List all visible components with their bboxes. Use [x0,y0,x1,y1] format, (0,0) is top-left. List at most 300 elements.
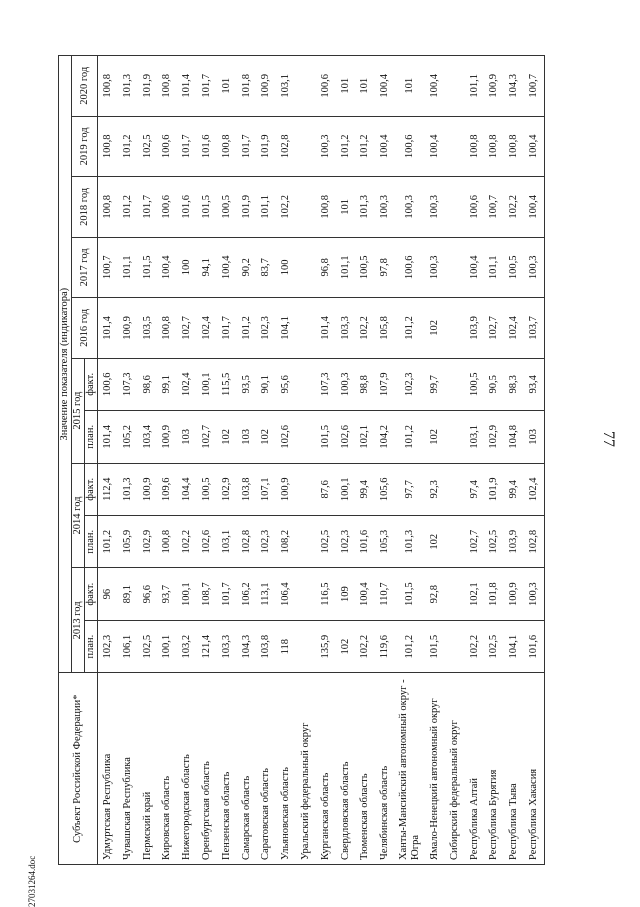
region-name: Ульяновская область [276,673,296,865]
year-header-2016: 2016 год [72,298,98,359]
value-cell: 104,2 [375,411,395,463]
value-cell: 101,7 [177,116,197,177]
value-cell: 103,3 [217,620,237,672]
fact-header: факт. [85,463,98,515]
value-cell: 101,3 [356,177,376,238]
value-cell: 113,1 [257,568,277,620]
value-cell: 112,4 [98,463,118,515]
value-cell: 105,8 [375,298,395,359]
value-cell [445,620,465,672]
value-cell: 103 [524,411,544,463]
region-name: Самарская область [237,673,257,865]
value-cell: 101,6 [177,177,197,238]
table-row [356,56,376,865]
value-cell: 100,3 [375,177,395,238]
value-cell: 101,4 [316,298,336,359]
value-cell: 100,4 [375,116,395,177]
value-cell: 101 [395,56,425,117]
value-cell: 102,8 [524,515,544,567]
subject-column-header: Субъект Российской Федерации* [59,673,98,865]
value-cell [445,237,465,298]
value-cell: 97,8 [375,237,395,298]
value-cell: 101,4 [98,298,118,359]
value-cell: 105,9 [118,515,138,567]
value-cell: 107,3 [118,358,138,410]
value-cell: 101,2 [395,411,425,463]
value-cell: 90,5 [485,358,505,410]
value-cell: 100,8 [316,177,336,238]
value-cell: 101,6 [524,620,544,672]
value-cell: 100,3 [336,358,356,410]
value-cell: 102,3 [98,620,118,672]
value-cell: 100,6 [316,56,336,117]
table-row [445,56,465,865]
table-row [276,56,296,865]
region-name: Оренбургская область [197,673,217,865]
year-header-2020: 2020 год [72,56,98,117]
value-cell: 100,3 [425,237,445,298]
value-cell: 101,6 [197,116,217,177]
value-cell: 107,9 [375,358,395,410]
region-name: Республика Алтай [465,673,485,865]
value-cell: 102,2 [356,620,376,672]
value-cell: 102,4 [524,463,544,515]
value-cell: 102,6 [276,411,296,463]
value-cell: 90,1 [257,358,277,410]
value-cell: 102 [336,620,356,672]
value-cell: 108,2 [276,515,296,567]
value-cell: 100,8 [485,116,505,177]
value-cell: 102,2 [465,620,485,672]
region-name: Республика Хакасия [524,673,544,865]
value-cell: 102,2 [276,177,296,238]
value-cell: 102,7 [465,515,485,567]
value-cell: 101,1 [485,237,505,298]
region-name: Ханты-Мансийский автономный округ - Югра [395,673,425,865]
value-cell: 99,4 [356,463,376,515]
value-cell: 101,8 [237,56,257,117]
value-cell: 102,8 [237,515,257,567]
table-row [296,56,316,865]
value-cell: 89,1 [118,568,138,620]
value-cell: 100,4 [524,177,544,238]
value-cell: 100,4 [158,237,178,298]
value-cell: 101,7 [237,116,257,177]
value-cell: 104,1 [504,620,524,672]
table-row [197,56,217,865]
value-cell: 100,9 [118,298,138,359]
value-cell: 102,5 [138,116,158,177]
value-cell [296,358,316,410]
value-cell [296,568,316,620]
year-header-2013: 2013 год [72,568,85,673]
table-row [138,56,158,865]
value-cell: 98,3 [504,358,524,410]
value-cell: 102,4 [197,298,217,359]
value-cell: 102 [425,298,445,359]
value-cell: 103,1 [217,515,237,567]
value-cell: 93,4 [524,358,544,410]
table-row [375,56,395,865]
value-cell: 102,1 [465,568,485,620]
region-name: Челябинская область [375,673,395,865]
value-cell: 103 [177,411,197,463]
value-cell: 101,9 [237,177,257,238]
value-cell: 99,7 [425,358,445,410]
value-cell: 100,5 [356,237,376,298]
table-row [217,56,237,865]
value-cell: 102,2 [356,298,376,359]
value-cell: 98,6 [138,358,158,410]
value-cell: 102,3 [257,298,277,359]
value-cell: 101,1 [465,56,485,117]
value-cell: 106,4 [276,568,296,620]
value-cell: 101,2 [395,620,425,672]
value-cell: 101,7 [138,177,158,238]
value-cell: 96 [98,568,118,620]
value-cell: 109,6 [158,463,178,515]
value-cell: 101,2 [356,116,376,177]
region-name: Пермский край [138,673,158,865]
table-row [395,56,425,865]
fact-header: факт. [85,358,98,410]
region-name: Курганская область [316,673,336,865]
value-cell: 102 [217,411,237,463]
value-cell: 102,5 [138,620,158,672]
footer-filename: 27031264.doc [27,855,37,907]
value-cell: 135,9 [316,620,336,672]
value-cell: 100,8 [98,116,118,177]
value-cell: 92,3 [425,463,445,515]
value-cell: 100,4 [465,237,485,298]
value-cell: 102,7 [485,298,505,359]
table-row [98,56,118,865]
value-cell: 101,9 [138,56,158,117]
value-cell: 94,1 [197,237,217,298]
value-cell: 101,2 [336,116,356,177]
value-cell: 107,3 [316,358,336,410]
value-cell: 100,8 [504,116,524,177]
value-cell [296,116,316,177]
value-cell: 102,5 [485,620,505,672]
value-cell [296,411,316,463]
value-cell: 110,7 [375,568,395,620]
value-cell: 103,8 [257,620,277,672]
value-cell: 102 [257,411,277,463]
value-cell: 101,2 [98,515,118,567]
value-cell: 101,6 [356,515,376,567]
value-cell: 101,8 [485,568,505,620]
value-cell: 118 [276,620,296,672]
value-cell: 100,4 [425,56,445,117]
value-cell: 102,1 [356,411,376,463]
value-cell: 102,2 [177,515,197,567]
region-name: Пензенская область [217,673,237,865]
value-cell: 100,5 [504,237,524,298]
value-cell: 101,7 [197,56,217,117]
value-cell: 104,3 [504,56,524,117]
value-cell: 103,9 [504,515,524,567]
value-cell: 101 [336,177,356,238]
value-cell: 100,8 [158,56,178,117]
value-cell: 102,3 [257,515,277,567]
value-cell: 104,4 [177,463,197,515]
table-row [524,56,544,865]
value-cell [296,56,316,117]
table-row [158,56,178,865]
plan-header: план. [85,620,98,672]
value-cell: 101,2 [237,298,257,359]
value-cell [296,515,316,567]
value-cell: 100,6 [98,358,118,410]
value-cell: 100,8 [217,116,237,177]
region-name: Саратовская область [257,673,277,865]
value-cell: 101,2 [395,298,425,359]
table-row [465,56,485,865]
value-cell: 108,7 [197,568,217,620]
value-cell: 100,9 [158,411,178,463]
table-row [336,56,356,865]
value-cell: 100,8 [158,298,178,359]
table-row [425,56,445,865]
value-cell: 102 [425,515,445,567]
value-cell [445,116,465,177]
value-cell [445,56,465,117]
value-cell: 103,9 [465,298,485,359]
value-cell: 83,7 [257,237,277,298]
value-cell [445,515,465,567]
page-number: 77 [600,431,617,447]
region-name: Тюменская область [356,673,376,865]
value-cell [296,620,316,672]
value-cell [445,411,465,463]
fact-header: факт. [85,568,98,620]
region-name: Нижегородская область [177,673,197,865]
value-cell [445,358,465,410]
plan-header: план. [85,515,98,567]
value-cell: 100,6 [465,177,485,238]
value-cell: 102,9 [138,515,158,567]
region-name: Чувашская Республика [118,673,138,865]
table-row [177,56,197,865]
value-cell: 103 [237,411,257,463]
value-cell: 119,6 [375,620,395,672]
value-cell [445,568,465,620]
value-cell: 101,1 [118,237,138,298]
value-cell: 95,6 [276,358,296,410]
value-cell: 105,3 [375,515,395,567]
value-cell: 103,7 [524,298,544,359]
value-cell: 102,6 [197,515,217,567]
value-cell: 100,6 [395,116,425,177]
value-cell: 100,5 [217,177,237,238]
table-row [257,56,277,865]
region-name: Ямало-Ненецкий автономный округ [425,673,445,865]
value-cell: 100,8 [98,177,118,238]
value-cell: 99,1 [158,358,178,410]
value-cell: 100 [177,237,197,298]
value-cell: 97,4 [465,463,485,515]
value-cell: 92,8 [425,568,445,620]
value-cell: 101,5 [197,177,217,238]
value-cell: 101,5 [425,620,445,672]
value-cell: 100,4 [217,237,237,298]
value-cell: 101,5 [138,237,158,298]
table-row [485,56,505,865]
value-cell: 102,6 [336,411,356,463]
value-cell: 90,2 [237,237,257,298]
value-cell: 100,9 [276,463,296,515]
value-cell: 100,5 [197,463,217,515]
region-name: Республика Бурятия [485,673,505,865]
value-cell: 102,8 [276,116,296,177]
value-cell: 96,6 [138,568,158,620]
value-cell: 101,2 [118,177,138,238]
value-cell: 100,8 [158,515,178,567]
value-cell: 101,4 [177,56,197,117]
value-cell: 102,7 [197,411,217,463]
value-cell: 103,4 [138,411,158,463]
value-cell: 104,3 [237,620,257,672]
value-cell: 100,9 [504,568,524,620]
year-header-2014: 2014 год [72,463,85,568]
value-cell: 100,4 [375,56,395,117]
value-cell: 109 [336,568,356,620]
value-cell: 104,8 [504,411,524,463]
value-cell: 100,3 [395,177,425,238]
value-cell: 106,2 [237,568,257,620]
year-header-2019: 2019 год [72,116,98,177]
value-cell: 101 [336,56,356,117]
value-cell: 100,3 [316,116,336,177]
value-cell: 100,3 [524,568,544,620]
value-cell: 102,5 [316,515,336,567]
value-cell: 102,2 [504,177,524,238]
value-cell: 102 [425,411,445,463]
year-header-2018: 2018 год [72,177,98,238]
value-cell: 96,8 [316,237,336,298]
value-cell: 100,7 [98,237,118,298]
value-cell: 100,8 [98,56,118,117]
value-cell: 101,2 [118,116,138,177]
value-cell: 103,2 [177,620,197,672]
value-cell: 98,8 [356,358,376,410]
value-cell: 105,2 [118,411,138,463]
value-cell: 102,5 [485,515,505,567]
value-cell: 105,6 [375,463,395,515]
value-cell: 101,9 [485,463,505,515]
value-cell [445,298,465,359]
value-cell: 100,6 [395,237,425,298]
value-cell: 102,4 [504,298,524,359]
value-cell: 103,3 [336,298,356,359]
value-cell: 116,5 [316,568,336,620]
region-name: Удмуртская Республика [98,673,118,865]
value-cell: 100,5 [465,358,485,410]
value-cell: 104,1 [276,298,296,359]
value-cell: 87,6 [316,463,336,515]
region-name: Сибирский федеральный округ [445,673,465,865]
value-cell: 100,6 [158,116,178,177]
value-cell: 102,3 [395,358,425,410]
value-cell: 100,9 [257,56,277,117]
value-cell [445,177,465,238]
table-row [316,56,336,865]
value-cell: 100,8 [465,116,485,177]
value-cell: 100,3 [425,177,445,238]
value-cell: 101,4 [98,411,118,463]
value-cell [296,463,316,515]
value-cell: 100,4 [356,568,376,620]
table-row [237,56,257,865]
value-cell: 101,7 [217,568,237,620]
table-row [504,56,524,865]
value-cell: 102,4 [177,358,197,410]
value-cell: 101,7 [217,298,237,359]
value-cell [296,298,316,359]
value-cell: 102,9 [217,463,237,515]
value-cell: 102,7 [177,298,197,359]
value-cell: 100 [276,237,296,298]
value-cell [445,463,465,515]
value-cell: 103,5 [138,298,158,359]
value-cell: 101 [356,56,376,117]
indicator-table [58,55,545,865]
value-cell: 102,3 [336,515,356,567]
region-name: Уральский федеральный округ [296,673,316,865]
value-cell: 97,7 [395,463,425,515]
value-cell: 103,1 [276,56,296,117]
value-cell: 101,3 [118,463,138,515]
value-cell: 121,4 [197,620,217,672]
value-cell: 101,3 [118,56,138,117]
value-cell: 101 [217,56,237,117]
value-cell: 100,3 [524,237,544,298]
year-header-2017: 2017 год [72,237,98,298]
value-cell: 93,5 [237,358,257,410]
value-cell: 100,4 [425,116,445,177]
table-header [59,56,98,865]
value-cell: 107,1 [257,463,277,515]
year-header-2015: 2015 год [72,358,85,463]
table-body [98,56,545,865]
value-cell: 100,7 [485,177,505,238]
value-cell: 100,4 [524,116,544,177]
value-cell: 100,9 [485,56,505,117]
rotated-table-area [58,55,598,865]
region-name: Республика Тыва [504,673,524,865]
region-name: Свердловская область [336,673,356,865]
value-cell: 103,8 [237,463,257,515]
table-row [118,56,138,865]
value-cell: 100,7 [524,56,544,117]
value-cell: 106,1 [118,620,138,672]
value-cell: 103,1 [465,411,485,463]
value-cell: 93,7 [158,568,178,620]
value-cell: 101,1 [336,237,356,298]
value-cell: 102,9 [485,411,505,463]
indicator-group-header: Значение показателя (индикатора) [59,56,72,673]
value-cell: 115,5 [217,358,237,410]
value-cell: 101,5 [316,411,336,463]
value-cell: 100,6 [158,177,178,238]
value-cell: 101,9 [257,116,277,177]
value-cell: 100,9 [138,463,158,515]
value-cell: 100,1 [336,463,356,515]
value-cell: 100,1 [197,358,217,410]
value-cell: 101,1 [257,177,277,238]
value-cell: 101,3 [395,515,425,567]
